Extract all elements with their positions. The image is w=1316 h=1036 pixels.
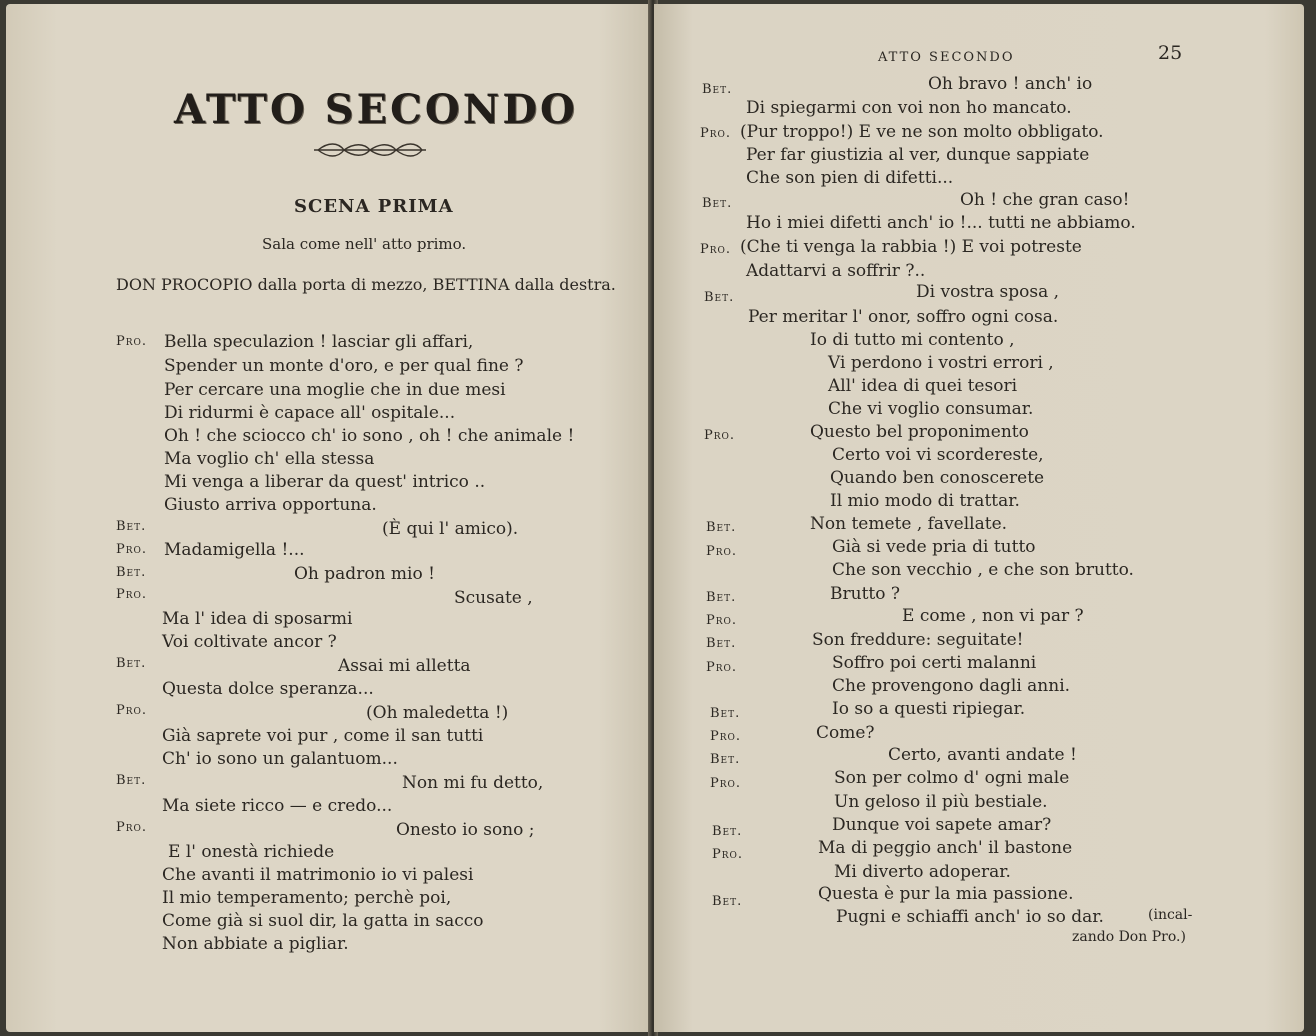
speaker-label: Pro. — [710, 776, 742, 791]
dialogue-line: Ma di peggio anch' il bastone — [818, 838, 1073, 858]
dialogue-line: Giusto arriva opportuna. — [164, 495, 377, 515]
dialogue-line: Scusate , — [454, 588, 533, 608]
dialogue-line: Quando ben conoscerete — [830, 468, 1045, 488]
dialogue-line: Il mio temperamento; perchè poi, — [162, 888, 452, 908]
dialogue-line: Già si vede pria di tutto — [832, 537, 1036, 557]
dialogue-line: Per far giustizia al ver, dunque sappiate — [746, 145, 1090, 165]
dialogue-line: Che provengono dagli anni. — [832, 676, 1071, 696]
dialogue-line: Certo, avanti andate ! — [888, 745, 1077, 765]
dialogue-line: Che son pien di difetti... — [746, 168, 954, 188]
dialogue-line: Mi venga a liberar da quest' intrico .. — [164, 472, 486, 492]
speaker-label: Pro. — [706, 660, 738, 675]
dialogue-line: Un geloso il più bestiale. — [834, 792, 1048, 812]
speaker-label: Bet. — [702, 82, 733, 97]
dialogue-line: (Che ti venga la rabbia !) E voi potreste — [740, 237, 1082, 257]
dialogue-line: Per meritar l' onor, soffro ogni cosa. — [748, 307, 1059, 327]
speaker-label: Bet. — [116, 565, 147, 580]
dialogue-line: Questa dolce speranza... — [162, 679, 374, 699]
speaker-label: Bet. — [710, 752, 741, 767]
dialogue-line: (È qui l' amico). — [382, 519, 519, 539]
dialogue-line: Che avanti il matrimonio io vi palesi — [162, 865, 474, 885]
dialogue-line: Non mi fu detto, — [402, 773, 544, 793]
dialogue-line: Assai mi alletta — [338, 656, 471, 676]
dialogue-line: Onesto io sono ; — [396, 820, 535, 840]
speaker-label: Pro. — [116, 542, 148, 557]
speaker-label: Pro. — [704, 428, 736, 443]
dialogue-line: Questa è pur la mia passione. — [818, 884, 1074, 904]
dialogue-line: Son per colmo d' ogni male — [834, 768, 1070, 788]
speaker-label: Pro. — [700, 242, 732, 257]
dialogue-line: Che son vecchio , e che son brutto. — [832, 560, 1134, 580]
dialogue-line: Per cercare una moglie che in due mesi — [164, 380, 506, 400]
speaker-label: Bet. — [710, 706, 741, 721]
speaker-label: Pro. — [116, 703, 148, 718]
dialogue-line: Io di tutto mi contento , — [810, 330, 1015, 350]
dialogue-line: All' idea di quei tesori — [828, 376, 1018, 396]
dialogue-line: E come , non vi par ? — [902, 606, 1084, 626]
dialogue-line: Pugni e schiaffi anch' io so dar. — [836, 907, 1104, 927]
dialogue-line: Che vi voglio consumar. — [828, 399, 1034, 419]
right-page — [654, 4, 1304, 1032]
dialogue-line: Soffro poi certi malanni — [832, 653, 1037, 673]
dialogue-line: Voi coltivate ancor ? — [162, 632, 337, 652]
speaker-label: Pro. — [116, 334, 148, 349]
speaker-label: Pro. — [710, 729, 742, 744]
dialogue-line: Non temete , favellate. — [810, 514, 1008, 534]
dialogue-line: Vi perdono i vostri errori , — [828, 353, 1054, 373]
dialogue-line: Ma voglio ch' ella stessa — [164, 449, 375, 469]
stage-note: zando Don Pro.) — [1072, 929, 1186, 945]
scene-title: SCENA PRIMA — [294, 196, 454, 217]
dialogue-line: Brutto ? — [830, 584, 900, 604]
dialogue-line: Mi diverto adoperar. — [834, 862, 1011, 882]
dialogue-line: (Pur troppo!) E ve ne son molto obbligato. — [740, 122, 1104, 142]
dialogue-line: Ho i miei difetti anch' io !... tutti ne abbiamo. — [746, 213, 1136, 233]
speaker-label: Bet. — [712, 894, 743, 909]
stage-direction: Sala come nell' atto primo. — [262, 235, 467, 253]
speaker-label: Bet. — [712, 824, 743, 839]
speaker-label: Bet. — [706, 520, 737, 535]
dialogue-line: E l' onestà richiede — [168, 842, 335, 862]
dialogue-line: Oh padron mio ! — [294, 564, 435, 584]
dialogue-line: Di spiegarmi con voi non ho mancato. — [746, 98, 1072, 118]
dialogue-line: Oh bravo ! anch' io — [928, 74, 1093, 94]
ornament-divider — [314, 140, 426, 160]
characters-line: DON PROCOPIO dalla porta di mezzo, BETTINA dalla destra. — [116, 275, 616, 294]
running-head: ATTO SECONDO — [878, 50, 1015, 65]
dialogue-line: Come? — [816, 723, 875, 743]
dialogue-line: Già saprete voi pur , come il san tutti — [162, 726, 484, 746]
dialogue-line: Io so a questi ripiegar. — [832, 699, 1026, 719]
dialogue-line: Certo voi vi scordereste, — [832, 445, 1044, 465]
stage-note: (incal- — [1148, 907, 1193, 923]
speaker-label: Bet. — [706, 636, 737, 651]
dialogue-line: Ma l' idea di sposarmi — [162, 609, 353, 629]
speaker-label: Bet. — [116, 773, 147, 788]
dialogue-line: Dunque voi sapete amar? — [832, 815, 1052, 835]
dialogue-line: Oh ! che gran caso! — [960, 190, 1130, 210]
speaker-label: Bet. — [704, 290, 735, 305]
speaker-label: Bet. — [116, 519, 147, 534]
speaker-label: Pro. — [116, 587, 148, 602]
dialogue-line: Questo bel proponimento — [810, 422, 1029, 442]
dialogue-line: Son freddure: seguitate! — [812, 630, 1024, 650]
page-number: 25 — [1158, 42, 1183, 64]
speaker-label: Pro. — [700, 126, 732, 141]
speaker-label: Pro. — [116, 820, 148, 835]
left-page — [6, 4, 650, 1032]
speaker-label: Pro. — [706, 544, 738, 559]
dialogue-line: Di vostra sposa , — [916, 282, 1060, 302]
speaker-label: Bet. — [116, 656, 147, 671]
dialogue-line: (Oh maledetta !) — [366, 703, 509, 723]
act-title: ATTO SECONDO — [174, 86, 578, 133]
dialogue-line: Madamigella !... — [164, 540, 305, 560]
dialogue-line: Di ridurmi è capace all' ospitale... — [164, 403, 456, 423]
speaker-label: Pro. — [706, 613, 738, 628]
speaker-label: Bet. — [706, 590, 737, 605]
dialogue-line: Ma siete ricco — e credo... — [162, 796, 393, 816]
speaker-label: Bet. — [702, 196, 733, 211]
dialogue-line: Bella speculazion ! lasciar gli affari, — [164, 332, 474, 352]
dialogue-line: Adattarvi a soffrir ?.. — [746, 261, 926, 281]
speaker-label: Pro. — [712, 847, 744, 862]
dialogue-line: Non abbiate a pigliar. — [162, 934, 349, 954]
dialogue-line: Come già si suol dir, la gatta in sacco — [162, 911, 484, 931]
dialogue-line: Ch' io sono un galantuom... — [162, 749, 398, 769]
dialogue-line: Spender un monte d'oro, e per qual fine ? — [164, 356, 524, 376]
dialogue-line: Oh ! che sciocco ch' io sono , oh ! che animale ! — [164, 426, 575, 446]
dialogue-line: Il mio modo di trattar. — [830, 491, 1020, 511]
